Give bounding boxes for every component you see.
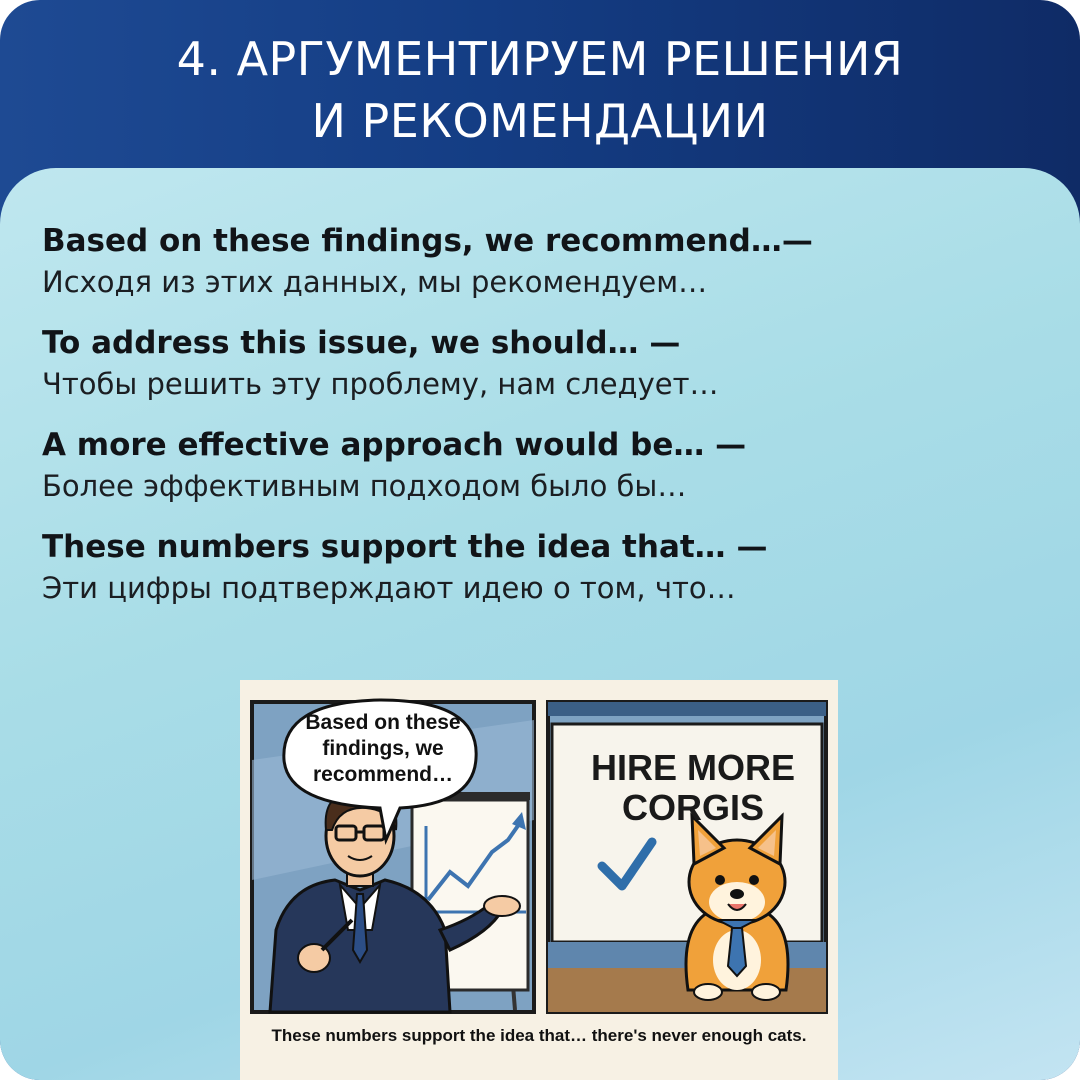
content-panel — [0, 168, 1080, 1080]
comic-illustration — [240, 680, 838, 1080]
phrase-russian: Чтобы решить эту проблему, нам следует… — [42, 367, 719, 401]
sign-line: CORGIS — [621, 787, 764, 828]
phrase-list — [42, 220, 1042, 628]
bubble-line: Based on these — [305, 711, 461, 734]
comic-caption: These numbers support the idea that… there's never enough cats. — [271, 1026, 807, 1045]
phrase-english: A more effective approach would be… — — [42, 427, 747, 463]
phrase-item — [42, 424, 1042, 506]
page-title — [177, 28, 904, 152]
phrase-item — [42, 220, 1042, 302]
header — [0, 0, 1080, 180]
sign-text — [558, 748, 828, 828]
phrase-russian: Более эффективным подходом было бы… — [42, 469, 687, 503]
phrase-item — [42, 322, 1042, 404]
phrase-item — [42, 526, 1042, 608]
phrase-english: To address this issue, we should… — — [42, 325, 681, 361]
corgi-figure — [686, 816, 788, 1000]
bubble-line: findings, we — [322, 737, 444, 760]
title-line-2: И РЕКОМЕНДАЦИИ — [311, 94, 769, 148]
bubble-line: recommend… — [312, 763, 454, 786]
phrase-english: These numbers support the idea that… — — [42, 529, 768, 565]
phrase-russian: Исходя из этих данных, мы рекомендуем… — [42, 265, 708, 299]
title-line-1: 4. АРГУМЕНТИРУЕМ РЕШЕНИЯ — [176, 32, 904, 86]
phrase-russian: Эти цифры подтверждают идею о том, что… — [42, 571, 736, 605]
sign-line: HIRE MORE — [590, 747, 795, 788]
speech-bubble-text — [298, 710, 468, 788]
phrase-english: Based on these findings, we recommend…— — [42, 223, 813, 259]
